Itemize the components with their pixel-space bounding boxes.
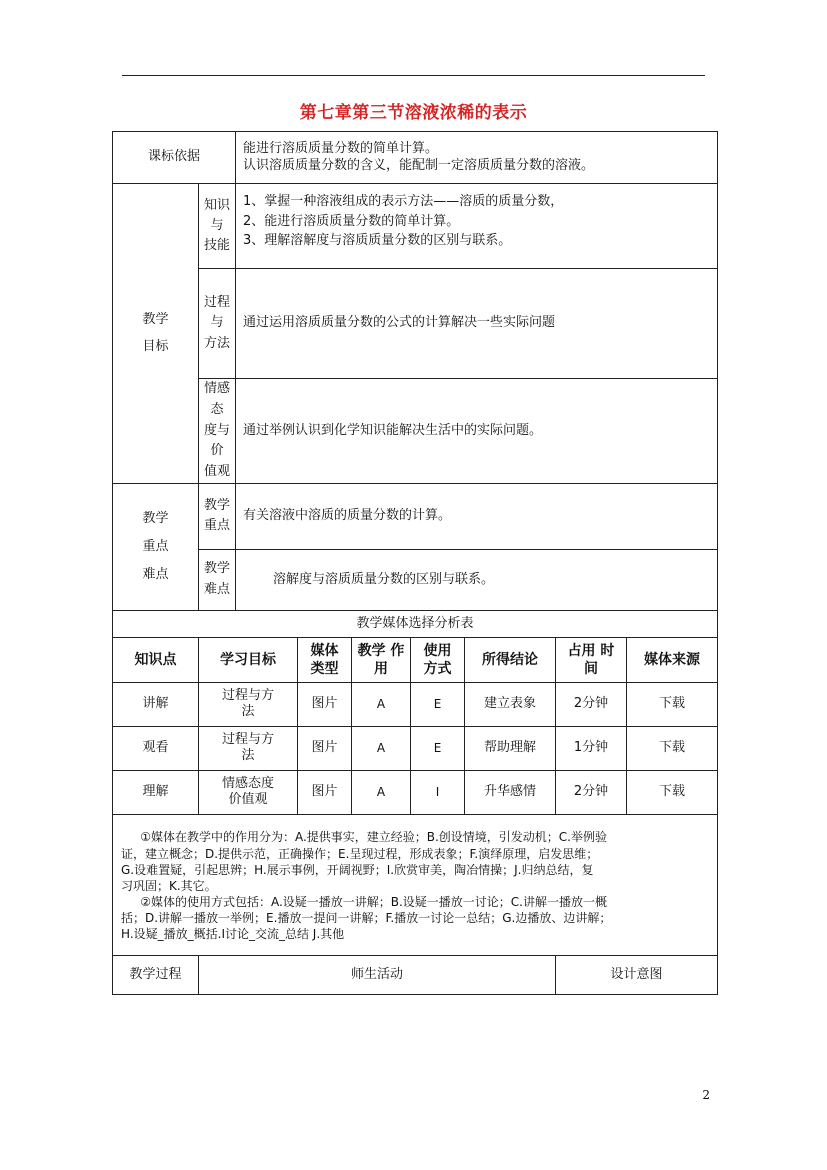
notes-line: 括；D.讲解一播放一举例；E.播放一提问一讲解；F.播放一讨论一总结；G.边播放、边讲解；	[121, 911, 612, 926]
table-row	[113, 726, 718, 770]
knowledge-line: 1、掌握一种溶液组成的表示方法——溶质的质量分数，	[243, 194, 564, 209]
media-cell-point: 观看	[113, 726, 199, 770]
media-header-source: 媒体来源	[627, 637, 718, 682]
process-label: 过程与 方法	[199, 269, 236, 379]
process-content: 通过运用溶质质量分数的公式的计算解决一些实际问题	[236, 269, 718, 379]
table-row	[113, 682, 718, 726]
curriculum-line: 能进行溶质质量分数的简单计算。	[243, 140, 439, 156]
media-cell-time: 1分钟	[556, 726, 627, 770]
media-header-point: 知识点	[113, 637, 199, 682]
key-point-content: 有关溶液中溶质的质量分数的计算。	[236, 483, 718, 549]
media-cell-point: 讲解	[113, 682, 199, 726]
media-cell-point: 理解	[113, 770, 199, 814]
emotion-content: 通过举例认识到化学知识能解决生活中的实际问题。	[236, 379, 718, 484]
process-col-activity: 师生活动	[199, 955, 556, 994]
notes-line: ①媒体在教学中的作用分为：A.提供事实，建立经验；B.创设情境，引发动机；C.举例验	[140, 830, 608, 845]
knowledge-line: 2、能进行溶质质量分数的简单计算。	[243, 213, 460, 229]
media-cell-type: 图片	[298, 726, 352, 770]
media-table-caption: 教学媒体选择分析表	[113, 610, 718, 637]
media-header-role: 教学 作 用	[352, 637, 411, 682]
media-cell-type: 图片	[298, 682, 352, 726]
page-number: 2	[702, 1088, 710, 1102]
media-cell-source: 下载	[627, 682, 718, 726]
media-cell-role: A	[352, 726, 411, 770]
media-cell-time: 2分钟	[556, 770, 627, 814]
emotion-label: 情感态 度与价 值观	[199, 379, 236, 484]
media-cell-goal: 情感态度 价值观	[199, 770, 298, 814]
media-cell-time: 2分钟	[556, 682, 627, 726]
media-cell-role: A	[352, 770, 411, 814]
media-cell-type: 图片	[298, 770, 352, 814]
media-cell-goal: 过程与方 法	[199, 726, 298, 770]
media-cell-conclusion: 建立表象	[465, 682, 556, 726]
focus-label: 教学 重点 难点	[113, 483, 199, 610]
notes-line: G.设难置疑，引起思辨；H.展示事例，开阔视野；I.欣赏审美，陶冶情操；J.归纳总结，复	[121, 862, 594, 877]
media-cell-conclusion: 帮助理解	[465, 726, 556, 770]
media-cell-goal: 过程与方 法	[199, 682, 298, 726]
notes-line: H.设疑_播放_概括.I讨论_交流_总结 J.其他	[121, 927, 345, 942]
notes-line: 习巩固；K.其它。	[121, 878, 217, 893]
difficult-point-content: 溶解度与溶质质量分数的区别与联系。	[236, 549, 718, 610]
media-cell-conclusion: 升华感情	[465, 770, 556, 814]
media-cell-source: 下载	[627, 770, 718, 814]
table-row	[113, 770, 718, 814]
notes-line: ②媒体的使用方式包括：A.设疑一播放一讲解；B.设疑一播放一讨论；C.讲解一播放一概	[140, 895, 608, 910]
curriculum-label: 课标依据	[113, 132, 236, 184]
knowledge-content	[236, 184, 718, 269]
curriculum-content	[236, 132, 718, 184]
knowledge-label: 知识与 技能	[199, 184, 236, 269]
knowledge-line: 3、理解溶解度与溶质质量分数的区别与联系。	[243, 233, 512, 248]
page-title: 第七章第三节溶液浓稀的表示	[299, 103, 528, 123]
lesson-plan-table	[112, 131, 718, 995]
objectives-label: 教学 目标	[113, 184, 199, 484]
curriculum-line: 认识溶质质量分数的含义，能配制一定溶质质量分数的溶液。	[243, 157, 595, 173]
media-header-conclusion: 所得结论	[465, 637, 556, 682]
media-cell-usage: I	[411, 770, 465, 814]
media-cell-role: A	[352, 682, 411, 726]
notes-line: 证，建立概念；D.提供示范，正确操作；E.呈现过程，形成表象；F.演绎原理，启发思维；	[121, 846, 599, 861]
media-notes	[113, 814, 718, 955]
header-rule	[122, 75, 705, 76]
media-cell-usage: E	[411, 726, 465, 770]
media-header-time: 占用 时 间	[556, 637, 627, 682]
media-cell-usage: E	[411, 682, 465, 726]
media-header-type: 媒体 类型	[298, 637, 352, 682]
process-col-intent: 设计意图	[556, 955, 718, 994]
media-header-usage: 使用 方式	[411, 637, 465, 682]
media-cell-source: 下载	[627, 726, 718, 770]
media-header-goal: 学习目标	[199, 637, 298, 682]
process-col-stage: 教学过程	[113, 955, 199, 994]
key-point-label: 教学 重点	[199, 483, 236, 549]
difficult-point-label: 教学 难点	[199, 549, 236, 610]
